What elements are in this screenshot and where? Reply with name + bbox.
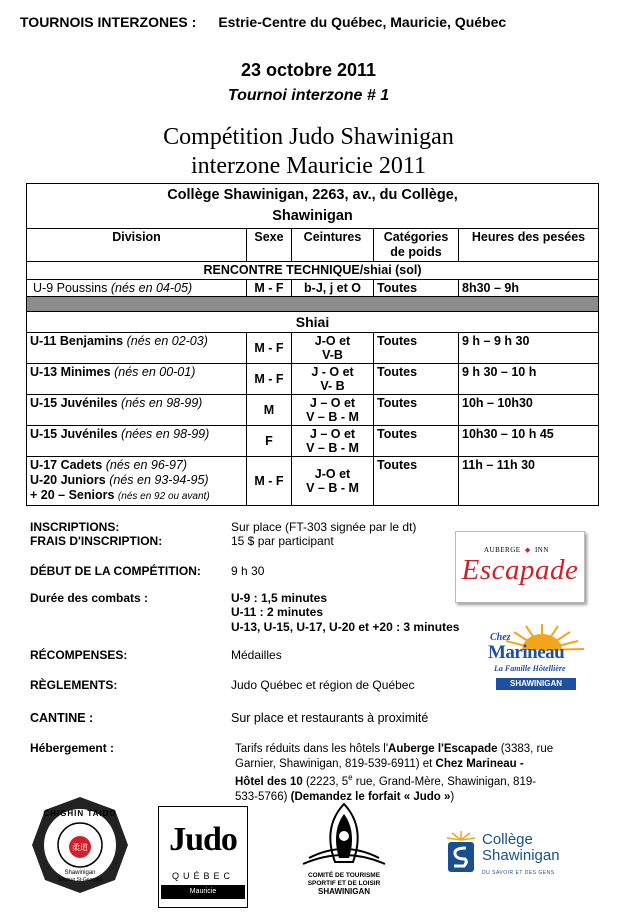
college-line-1: Collège (482, 831, 533, 848)
ceinture-line-1: J-O et (314, 467, 351, 481)
division-born: (nés en 00-01) (114, 365, 196, 379)
heures-cell: 11h – 11h 30 (459, 457, 599, 506)
schedule-table (26, 183, 599, 506)
venue-line-2: Shawinigan (272, 208, 353, 224)
heures-cell: 9 h – 9 h 30 (459, 333, 599, 364)
heures-cell: 10h30 – 10 h 45 (459, 426, 599, 457)
cantine-label: CANTINE : (30, 711, 94, 725)
ceinture-line-1: J-O et (314, 334, 351, 348)
ceintures-cell (292, 426, 374, 457)
division-born: (nés en 04-05) (110, 281, 193, 295)
heb-text: (2223, 5 (302, 776, 349, 789)
sexe-cell: F (247, 426, 292, 457)
categories-cell: Toutes (374, 457, 459, 506)
heb-text: ) (450, 790, 455, 803)
sexe-cell: M - F (247, 280, 292, 297)
inscriptions-value: Sur place (FT-303 signée par le dt) (231, 520, 417, 534)
table-row-minimes (27, 364, 599, 395)
ceinture-line-2: V-B (322, 348, 343, 362)
section-shiai-row (27, 312, 599, 333)
duree-line-2: U-11 : 2 minutes (231, 605, 324, 619)
club-ring-text: CHIGHIN TAIDO (43, 809, 117, 818)
reglements-value: Judo Québec et région de Québec (231, 678, 415, 692)
sexe-cell: M - F (247, 364, 292, 395)
division-cell (27, 333, 247, 364)
recompenses-label: RÉCOMPENSES: (30, 648, 128, 662)
division-name: U-15 Juvéniles (30, 427, 118, 441)
hebergement-text (235, 742, 553, 804)
sexe-cell: M - F (247, 333, 292, 364)
table-row-cadets-juniors-seniors (27, 457, 599, 506)
college-line-2: Shawinigan (482, 847, 560, 864)
heures-cell: 8h30 – 9h (459, 280, 599, 297)
recompenses-value: Médailles (231, 648, 282, 662)
club-sector-text: Secteur St-Georges (57, 877, 103, 883)
debut-value: 9 h 30 (231, 564, 265, 578)
col-heures: Heures des pesées (459, 229, 599, 262)
college-tagline: DU SAVOIR ET DES GENS (482, 870, 555, 876)
division-born: (nés en 02-03) (126, 334, 208, 348)
section-technique-row (27, 262, 599, 280)
college-emblem-icon (444, 830, 478, 874)
division-name: U-15 Juvéniles (30, 396, 118, 410)
sexe-cell: M - F (247, 457, 292, 506)
table-row-benjamins (27, 333, 599, 364)
heb-text: 533-5766) (235, 790, 291, 803)
ceintures-cell (292, 457, 374, 506)
comite-line-2: SPORTIF ET DE LOISIR (307, 880, 381, 887)
division-name: + 20 – Seniors (30, 488, 115, 502)
judo-quebec-text: QUÉBEC (171, 871, 234, 881)
heb-hotel-marineau: Chez Marineau - (435, 757, 524, 770)
reglements-label: RÈGLEMENTS: (30, 678, 118, 692)
col-categories: Catégories de poids (374, 229, 459, 262)
table-row-juveniles-f (27, 426, 599, 457)
header-line (20, 14, 506, 30)
judo-wordmark: Judo (169, 821, 237, 858)
col-division: Division (27, 229, 247, 262)
heb-text: (3383, rue (497, 743, 554, 755)
categories-cell: Toutes (374, 333, 459, 364)
title-line-2: interzone Mauricie 2011 (190, 153, 427, 179)
ceinture-line-1: J – O et (309, 427, 356, 441)
torch-emblem-icon (289, 800, 399, 870)
debut-label: DÉBUT DE LA COMPÉTITION: (30, 564, 201, 578)
college-shawinigan-logo (444, 826, 584, 886)
college-wordmark (482, 832, 560, 864)
division-cell (27, 457, 247, 506)
header-value: Estrie-Centre du Québec, Mauricie, Québec (218, 14, 507, 30)
ceintures-cell: b-J, j et O (292, 280, 374, 297)
frais-value: 15 $ par participant (231, 534, 334, 548)
ceinture-line-2: V – B - M (306, 410, 359, 424)
heb-text: rue, Grand-Mère, Shawinigan, 819- (352, 776, 537, 789)
heb-sup: e (348, 773, 353, 783)
categories-cell: Toutes (374, 364, 459, 395)
division-cell (27, 395, 247, 426)
event-date: 23 octobre 2011 (240, 60, 377, 80)
comite-line-3: SHAWINIGAN (318, 887, 370, 896)
ceintures-cell (292, 364, 374, 395)
division-name: U-9 Poussins (33, 281, 108, 295)
division-cell (27, 364, 247, 395)
heb-hotel-des-10: Hôtel des 10 (235, 776, 303, 789)
chighin-taido-logo (30, 795, 130, 895)
marineau-famille: La Famille Hôtellière (494, 664, 566, 673)
judo-quebec-logo (158, 806, 248, 908)
grey-separator-row (27, 297, 599, 312)
frais-label: FRAIS D'INSCRIPTION: (30, 534, 163, 548)
venue-line-1: Collège Shawinigan, 2263, av., du Collège, (167, 187, 458, 203)
ceinture-line-2: V- B (320, 379, 345, 393)
division-name: U-11 Benjamins (30, 334, 124, 348)
col-ceintures: Ceintures (292, 229, 374, 262)
column-header-row (27, 229, 599, 262)
escapade-dot-icon: ◆ (524, 546, 531, 554)
categories-cell: Toutes (374, 280, 459, 297)
table-row-juveniles-m (27, 395, 599, 426)
ceinture-line-2: V – B - M (306, 481, 359, 495)
col-sexe: Sexe (247, 229, 292, 262)
ceintures-cell (292, 395, 374, 426)
escapade-wordmark: Escapade (461, 554, 579, 586)
division-born: (nées en 98-99) (121, 427, 210, 441)
marineau-wordmark: Marineau (488, 642, 565, 663)
division-cell (27, 280, 247, 297)
marineau-chez: Chez (490, 632, 511, 643)
auberge-escapade-logo (455, 531, 585, 603)
ceinture-line-2: V – B - M (306, 441, 359, 455)
table-row-poussins (27, 280, 599, 297)
chez-marineau-logo (488, 622, 596, 696)
inscriptions-label: INSCRIPTIONS: (30, 520, 120, 534)
hebergement-label: Hébergement : (30, 741, 115, 755)
section-shiai: Shiai (27, 312, 599, 333)
heures-cell: 10h – 10h30 (459, 395, 599, 426)
division-born: (nés en 98-99) (121, 396, 203, 410)
division-name: U-13 Minimes (30, 365, 111, 379)
heb-text: Tarifs réduits dans les hôtels l' (235, 743, 389, 755)
section-technique: RENCONTRE TECHNIQUE/shiai (sol) (27, 262, 599, 280)
comite-line-1: COMITÉ DE TOURISME (307, 872, 381, 879)
event-subtitle: Tournoi interzone # 1 (227, 87, 390, 104)
judo-region-text: Mauricie (161, 885, 245, 899)
heb-forfait: (Demandez le forfait « Judo » (290, 790, 451, 803)
division-born: (nés en 93-94-95) (109, 473, 209, 487)
heb-hotel-escapade: Auberge l'Escapade (388, 743, 498, 755)
cantine-value: Sur place et restaurants à proximité (231, 711, 429, 725)
venue-row (27, 184, 599, 229)
ceinture-line-1: J – O et (309, 396, 356, 410)
heures-cell: 9 h 30 – 10 h (459, 364, 599, 395)
categories-cell: Toutes (374, 426, 459, 457)
ceinture-line-1: J - O et (311, 365, 354, 379)
categories-cell: Toutes (374, 395, 459, 426)
duree-label: Durée des combats : (30, 591, 149, 605)
duree-line-1: U-9 : 1,5 minutes (231, 591, 328, 605)
marineau-city: SHAWINIGAN (496, 678, 576, 690)
heb-text: Garnier, Shawinigan, 819-539-6911) et (235, 757, 436, 770)
comite-text (289, 872, 399, 896)
svg-text:柔道: 柔道 (72, 843, 88, 852)
division-name: U-20 Juniors (30, 473, 106, 487)
club-sub-text: Shawinigan (64, 870, 96, 876)
title-line-1: Compétition Judo Shawinigan (163, 124, 454, 150)
sexe-cell: M (247, 395, 292, 426)
division-born: (nés en 92 ou avant) (117, 491, 210, 502)
ceintures-cell (292, 333, 374, 364)
division-cell (27, 426, 247, 457)
escapade-inn-text: INN (534, 546, 549, 554)
header-label: TOURNOIS INTERZONES : (20, 14, 197, 30)
duree-line-3: U-13, U-15, U-17, U-20 et +20 : 3 minutes (231, 620, 460, 634)
division-born: (nés en 96-97) (105, 458, 188, 472)
venue-cell (27, 184, 599, 229)
escapade-auberge-text: AUBERGE (484, 546, 521, 554)
comite-tourisme-logo (289, 800, 399, 905)
division-name: U-17 Cadets (30, 458, 103, 472)
